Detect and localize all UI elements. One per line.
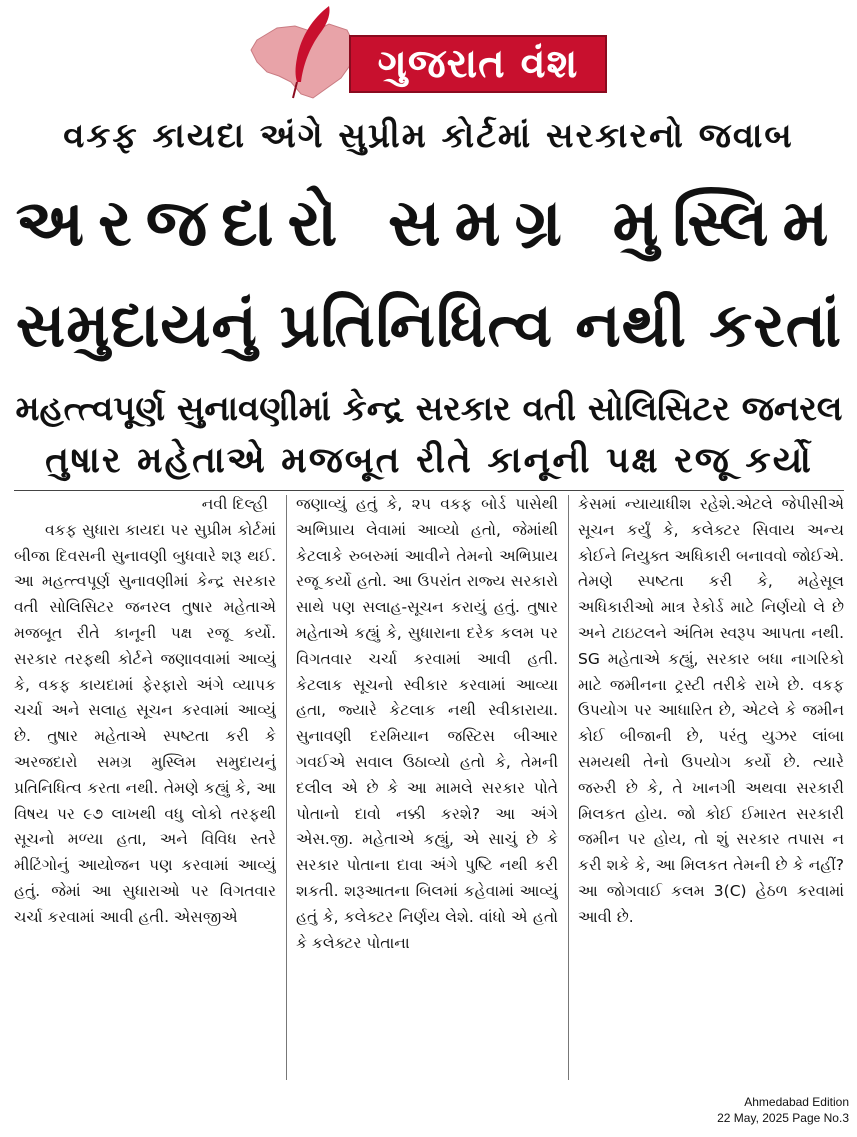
dateline: નવી દિલ્હી [201, 495, 268, 513]
subheadline-line-2: તુષાર મહેતાએ મજબૂત રીતે કાનૂની પક્ષ રજૂ કર્યો [45, 440, 813, 481]
edition-date-page: 22 May, 2025 Page No.3 [717, 1111, 849, 1125]
column-divider [568, 495, 569, 1080]
article-kicker: વકફ કાયદા અંગે સુપ્રીમ કોર્ટમાં સરકારનો જવાબ [63, 116, 794, 156]
column-2-text: જણાવ્યું હતું કે, ૨૫ વકફ બોર્ડ પાસેથી અભિપ્રાય લેવામાં આવ્યો હતો, જેમાંથી કેટલાકે રુબરુમાં આવીને તેમનો અભિપ્રાય રજૂ કર્યો હતો. આ ઉપરાંત રાજ્ય સરકારો સાથે પણ સલાહ-સૂચન કરાયું હતું. તુષાર મહેતાએ કહ્યું કે, સુધારાના દરેક કલમ પર વિગતવાર ચર્ચા કરવામાં આવી હતી. કેટલાક સૂચનો સ્વીકાર કરવામાં આવ્યા હતા, જ્યારે કેટલાક નથી સ્વીકારાયા. સુનાવણી દરમિયાન જસ્ટિસ બીઆર ગવઈએ સવાલ ઉઠાવ્યો હતો કે, તેમની દલીલ એ છે કે આ મામલે સરકાર પોતે પોતાનો દાવો નક્કી કરશે? આ અંગે એસ.જી. મહેતાએ કહ્યું, એ સાચું છે કે સરકાર પોતાના દાવા અંગે પુષ્ટિ નથી કરી શકતી. શરૂઆતના બિલમાં કહેવામાં આવ્યું હતું કે, કલેક્ટર નિર્ણય લેશે. વાંધો એ હતો કે કલેક્ટર પોતાના [296, 495, 558, 952]
edition-info [717, 1094, 849, 1126]
column-3-text: કેસમાં ન્યાયાધીશ રહેશે.એટલે જેપીસીએ સૂચન કર્યું કે, કલેક્ટર સિવાય અન્ય કોઈને નિયુક્ત અધિકારી બનાવવો જોઈએ. તેમણે સ્પષ્ટતા કરી કે, મહેસૂલ અધિકારીઓ માત્ર રેકોર્ડ માટે નિર્ણયો લે છે અને ટાઇટલને અંતિમ સ્વરૂપ આપતા નથી. SG મહેતાએ કહ્યું, સરકાર બધા નાગરિકો માટે જમીનના ટ્રસ્ટી તરીકે રાખે છે. વકફ ઉપયોગ પર આધારિત છે, એટલે કે જમીન કોઈ બીજાની છે, પરંતુ યુઝર લાંબા સમયથી તેનો ઉપયોગ કર્યો છે. ત્યારે જરુરી છે કે, તે ખાનગી અથવા સરકારી મિલકત હોય. જો કોઈ ઈમારત સરકારી જમીન પર હોય, તો શું સરકાર તપાસ ન કરી શકે કે, આ મિલકત તેમની છે કે નહીં? આ જોગવાઈ કલમ 3(C) હેઠળ કરવામાં આવી છે. [578, 495, 844, 926]
article-column-3 [578, 492, 844, 1082]
article-column-2 [296, 492, 558, 1082]
column-divider [286, 495, 287, 1080]
column-1-text: વકફ સુધારા કાયદા પર સુપ્રીમ કોર્ટમાં બીજા દિવસની સુનાવણી બુધવારે શરૂ થઈ. આ મહત્ત્વપૂર્ણ સુનાવણીમાં કેન્દ્ર સરકાર વતી સોલિસિટર જનરલ તુષાર મહેતાએ મજબૂત રીતે કાનૂની પક્ષ રજૂ કર્યો. સરકાર તરફથી કોર્ટને જણાવવામાં આવ્યું કે, વકફ કાયદામાં ફેરફારો અંગે વ્યાપક ચર્ચા અને સલાહ સૂચન કરવામાં આવ્યું છે. તુષાર મહેતાએ સ્પષ્ટતા કરી કે અરજદારો સમગ્ર મુસ્લિમ સમુદાયનું પ્રતિનિધિત્વ કરતા નથી. તેમણે કહ્યું કે, આ વિષય પર ૯૭ લાખથી વધુ લોકો તરફથી સૂચનો મળ્યા હતા, અને વિવિધ સ્તરે મીટિંગોનું આયોજન પણ કરવામાં આવ્યું હતું. જેમાં આ સુધારાઓ પર વિગતવાર ચર્ચા કરવામાં આવી હતી. એસજીએ [14, 520, 276, 926]
masthead-title: ગુજરાત વંશ [349, 35, 607, 93]
subheadline-line-1: મહત્ત્વપૂર્ણ સુનાવણીમાં કેન્દ્ર સરકાર વતી સોલિસિટર જનરલ [15, 389, 843, 429]
edition-name: Ahmedabad Edition [744, 1095, 849, 1109]
header-divider [14, 490, 844, 491]
headline-line-1: અરજદારો સમગ્ર મુસ્લિમ [15, 186, 843, 261]
masthead [0, 0, 857, 108]
article-column-1 [14, 492, 276, 1082]
headline-line-2: સમુદાયનું પ્રતિનિધિત્વ નથી કરતાં [15, 290, 843, 361]
masthead-logo [243, 2, 613, 106]
